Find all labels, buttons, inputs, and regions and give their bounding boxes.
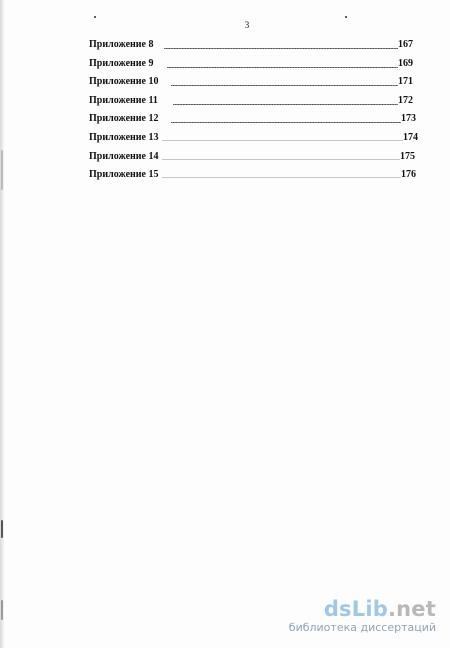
table-of-contents — [89, 36, 429, 185]
logo-part-lib: Lib — [351, 597, 388, 621]
logo-part-net: .net — [387, 597, 436, 621]
toc-entry-page: 175 — [400, 150, 415, 162]
toc-entry-page: 174 — [403, 131, 418, 143]
toc-entry-page: 172 — [398, 94, 413, 106]
scan-speck — [1, 520, 3, 538]
toc-dot-leader — [171, 85, 398, 86]
dslib-subtitle: библиотека диссертаций — [288, 621, 436, 634]
toc-entry-page: 167 — [398, 39, 413, 50]
scan-speck — [94, 16, 96, 18]
toc-entry — [89, 55, 429, 74]
toc-dot-leader — [171, 122, 401, 123]
toc-entry-page: 176 — [401, 169, 416, 181]
toc-entry-label: Приложение 8 — [89, 39, 154, 50]
toc-entry — [89, 148, 429, 167]
toc-entry — [89, 73, 429, 92]
toc-entry — [89, 92, 429, 111]
toc-entry — [89, 129, 429, 148]
toc-dot-leader — [164, 48, 398, 49]
toc-dot-leader — [162, 177, 401, 178]
toc-dot-leader — [173, 104, 398, 105]
scan-speck — [1, 600, 3, 620]
toc-entry-page: 173 — [401, 113, 416, 125]
toc-entry-label: Приложение 10 — [89, 76, 159, 88]
toc-entry — [89, 166, 429, 185]
toc-dot-leader — [167, 67, 398, 68]
scan-speck — [1, 150, 3, 190]
toc-entry-label: Приложение 15 — [89, 169, 159, 181]
toc-entry-label: Приложение 11 — [89, 94, 158, 106]
toc-entry-label: Приложение 12 — [89, 113, 159, 125]
toc-entry-page: 171 — [398, 76, 413, 88]
toc-dot-leader — [162, 159, 400, 160]
page-number: 3 — [244, 20, 250, 30]
toc-entry-label: Приложение 13 — [89, 131, 159, 143]
logo-part-ds: ds — [323, 597, 352, 621]
scan-edge-shadow — [0, 0, 4, 648]
toc-entry — [89, 110, 429, 129]
toc-entry — [89, 36, 429, 55]
toc-entry-label: Приложение 14 — [89, 150, 159, 162]
dslib-watermark — [289, 598, 436, 634]
toc-entry-page: 169 — [398, 57, 413, 69]
toc-entry-label: Приложение 9 — [89, 57, 154, 69]
dslib-logo — [289, 598, 436, 620]
scan-speck — [345, 16, 347, 18]
toc-dot-leader — [162, 140, 403, 141]
